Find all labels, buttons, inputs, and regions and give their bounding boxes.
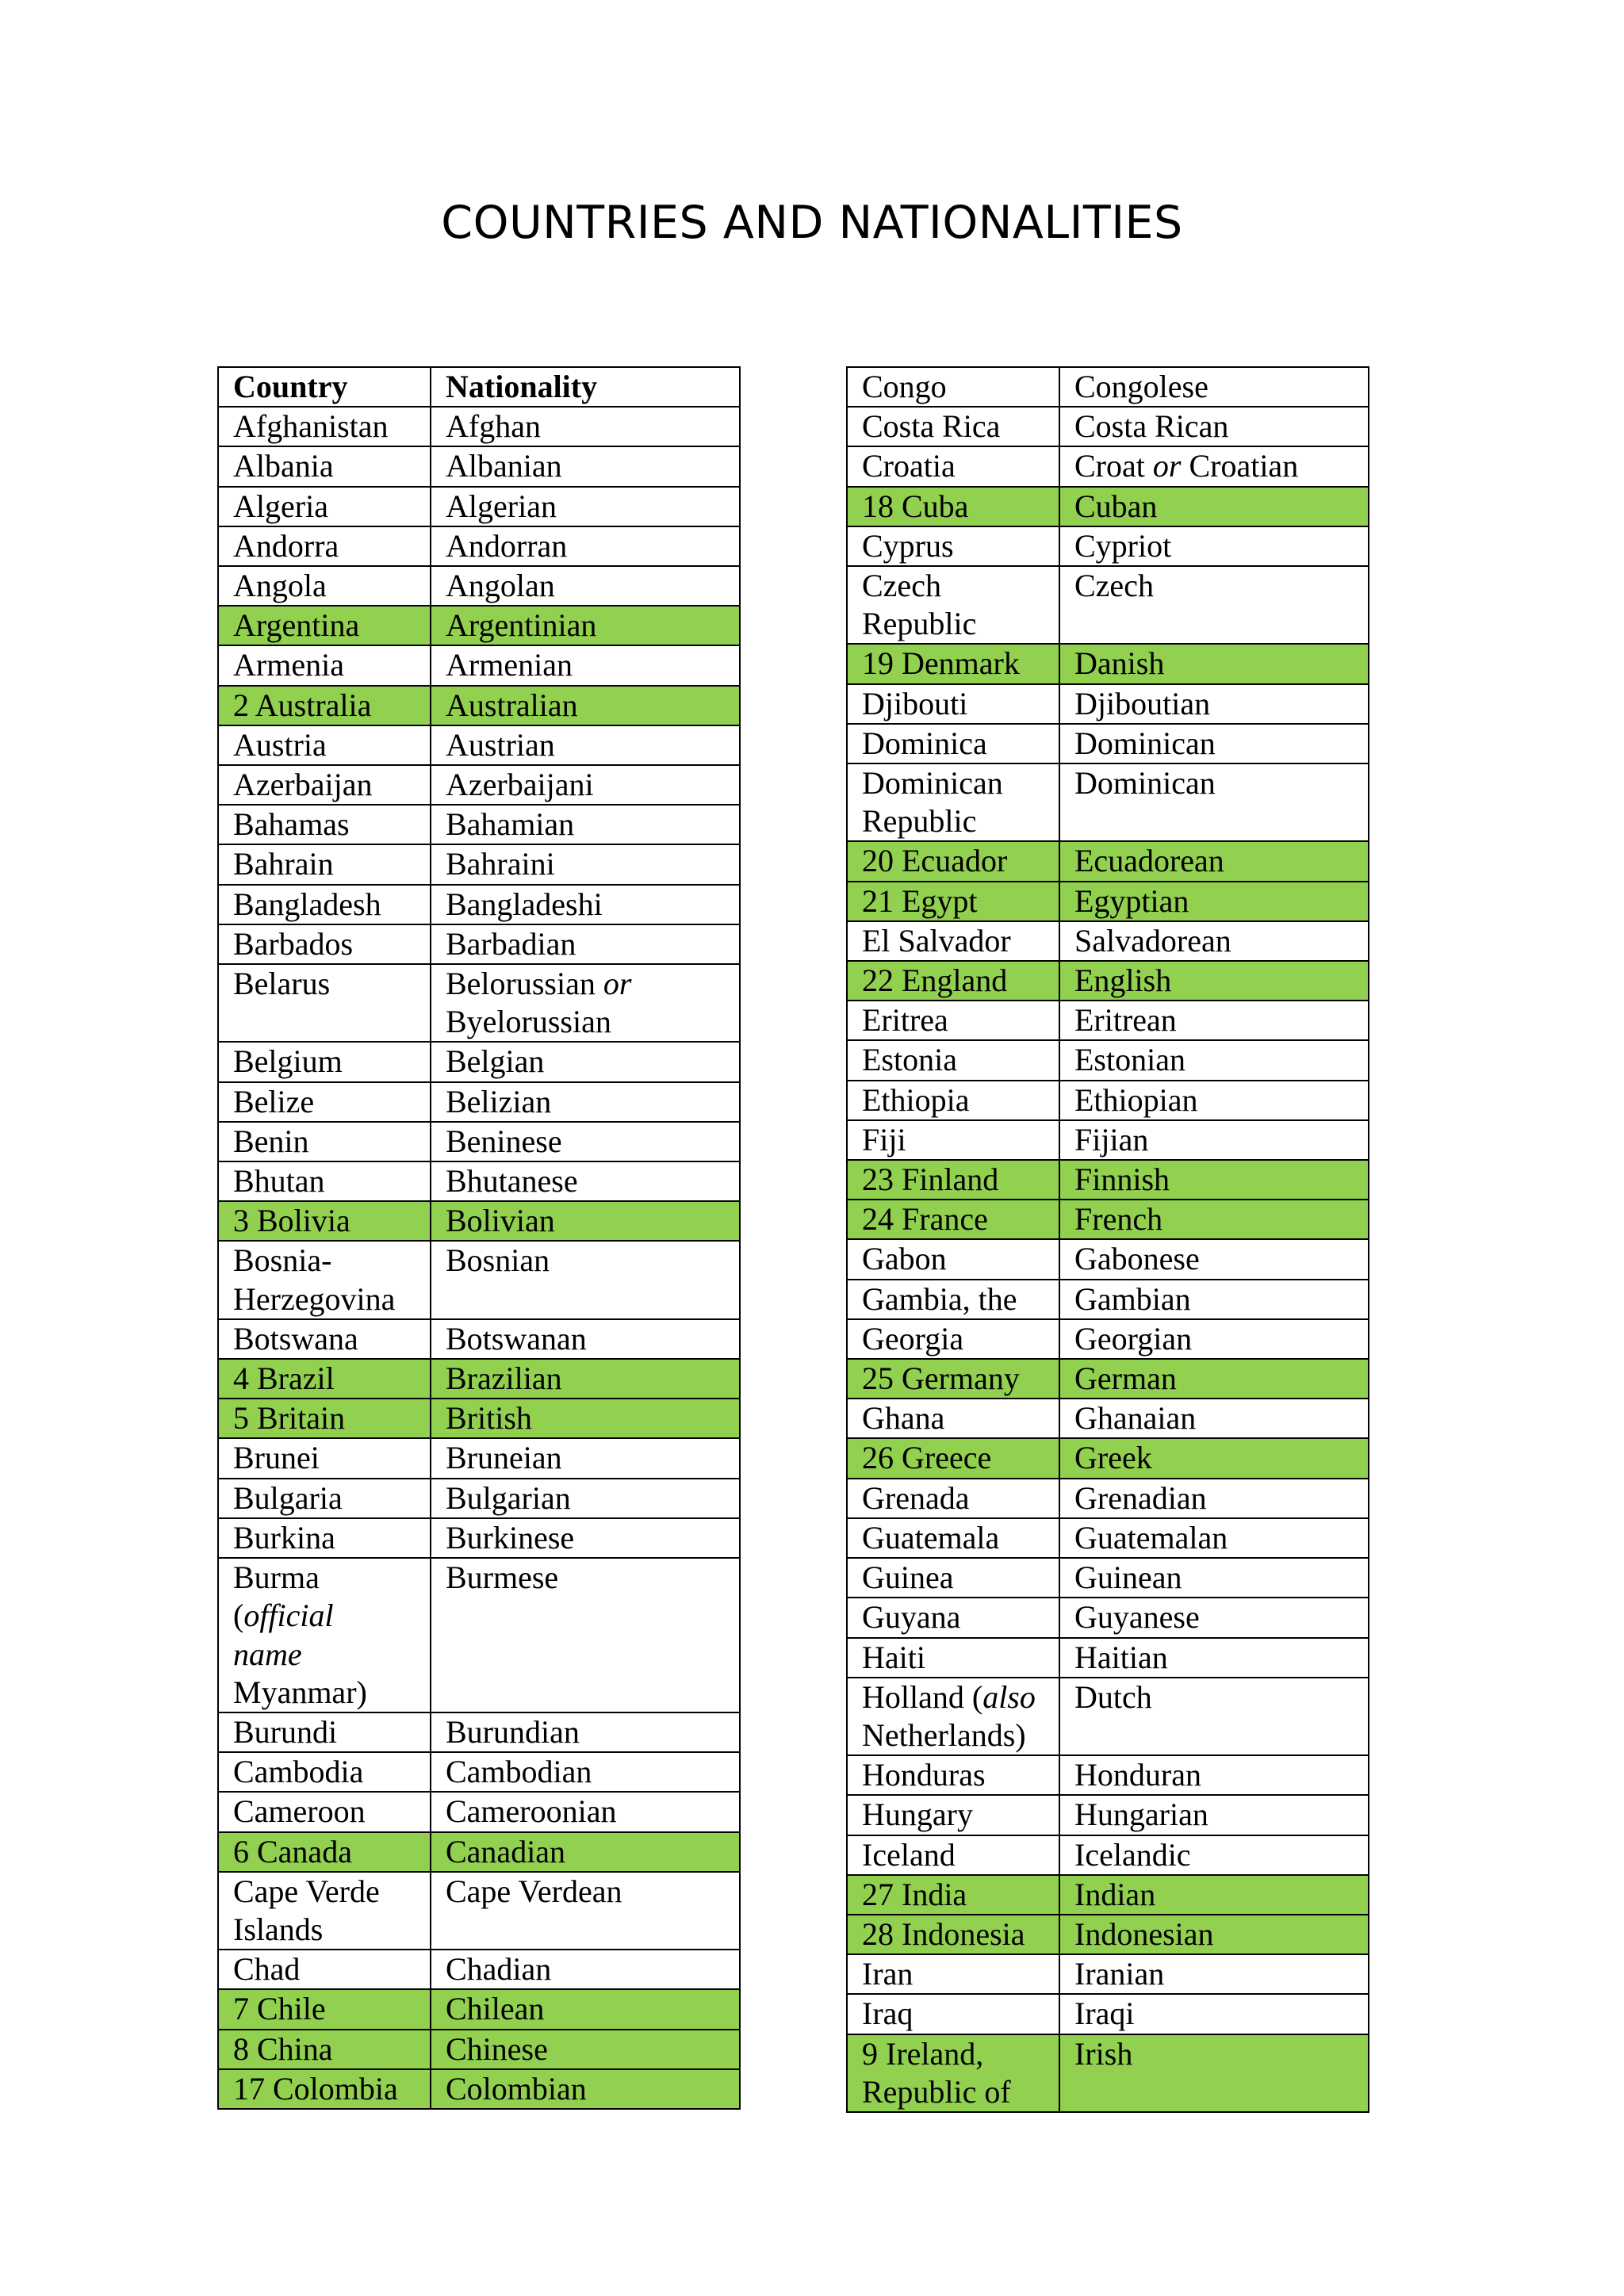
table-row [847, 763, 1369, 841]
country-cell: 18 Cuba [847, 487, 1059, 526]
country-cell: Belize [218, 1082, 431, 1122]
country-cell: 22 England [847, 961, 1059, 1001]
country-cell: Haiti [847, 1638, 1059, 1678]
table-row [847, 1678, 1369, 1755]
country-cell: Costa Rica [847, 407, 1059, 446]
nationality-cell: Gambian [1059, 1280, 1369, 1319]
table-row [847, 446, 1369, 486]
table-row [847, 2034, 1369, 2112]
table-row [847, 1280, 1369, 1319]
country-cell: Gambia, the [847, 1280, 1059, 1319]
nationality-cell: Bulgarian [431, 1479, 740, 1518]
nationality-cell: Albanian [431, 446, 740, 486]
country-cell: 24 France [847, 1200, 1059, 1239]
nationality-cell: Andorran [431, 526, 740, 566]
nationality-cell: Cambodian [431, 1752, 740, 1792]
table-row [847, 1755, 1369, 1795]
country-cell: Estonia [847, 1040, 1059, 1080]
table-row [218, 1359, 740, 1399]
nationalities-table-left [217, 366, 741, 2110]
country-cell: Afghanistan [218, 407, 431, 446]
country-cell: Azerbaijan [218, 765, 431, 805]
country-cell: 26 Greece [847, 1438, 1059, 1478]
nationality-cell: Guinean [1059, 1558, 1369, 1598]
nationality-cell: Cape Verdean [431, 1872, 740, 1950]
nationality-cell: Haitian [1059, 1638, 1369, 1678]
country-cell: 5 Britain [218, 1399, 431, 1438]
table-row [847, 1518, 1369, 1558]
country-cell: Fiji [847, 1120, 1059, 1160]
table-row [218, 1122, 740, 1161]
nationality-cell: Indian [1059, 1875, 1369, 1915]
country-cell: Bhutan [218, 1161, 431, 1201]
nationality-cell: Burkinese [431, 1518, 740, 1558]
country-cell: 28 Indonesia [847, 1915, 1059, 1954]
table-row [218, 1872, 740, 1950]
table-row [847, 1994, 1369, 2034]
table-row [847, 1239, 1369, 1279]
country-cell: Andorra [218, 526, 431, 566]
table-row [847, 487, 1369, 526]
header-nationality: Nationality [431, 367, 740, 407]
table-row [218, 844, 740, 884]
nationality-cell: Honduran [1059, 1755, 1369, 1795]
country-cell: Algeria [218, 487, 431, 526]
country-cell: Guatemala [847, 1518, 1059, 1558]
nationality-cell: Chadian [431, 1950, 740, 1989]
table-row [847, 1795, 1369, 1835]
table-row [847, 1598, 1369, 1637]
table-row [218, 645, 740, 685]
table-row [218, 2030, 740, 2069]
country-cell: Dominican Republic [847, 763, 1059, 841]
nationality-cell: Armenian [431, 645, 740, 685]
nationality-cell: Brazilian [431, 1359, 740, 1399]
country-cell: Iceland [847, 1835, 1059, 1875]
nationality-cell: Bruneian [431, 1438, 740, 1478]
country-cell: Bulgaria [218, 1479, 431, 1518]
nationality-cell: Angolan [431, 566, 740, 606]
table-row [218, 1082, 740, 1122]
nationality-cell: British [431, 1399, 740, 1438]
table-row [218, 885, 740, 924]
country-cell: Guyana [847, 1598, 1059, 1637]
nationality-cell: Eritrean [1059, 1001, 1369, 1040]
nationality-cell: Georgian [1059, 1319, 1369, 1359]
country-cell: Georgia [847, 1319, 1059, 1359]
country-cell: Belgium [218, 1042, 431, 1081]
table-row [847, 1915, 1369, 1954]
country-cell: Grenada [847, 1479, 1059, 1518]
table-row [218, 1319, 740, 1359]
nationality-cell: Congolese [1059, 367, 1369, 407]
nationality-cell: Burundian [431, 1712, 740, 1752]
nationality-cell: Gabonese [1059, 1239, 1369, 1279]
table-row [218, 1518, 740, 1558]
country-cell: Dominica [847, 724, 1059, 763]
nationality-cell: Ethiopian [1059, 1081, 1369, 1120]
nationality-cell: French [1059, 1200, 1369, 1239]
nationality-cell: Costa Rican [1059, 407, 1369, 446]
country-cell: Bahrain [218, 844, 431, 884]
table-row [218, 1832, 740, 1872]
table-row [218, 1399, 740, 1438]
table-row [218, 1950, 740, 1989]
table-row [218, 1752, 740, 1792]
country-cell: Albania [218, 446, 431, 486]
country-cell: 21 Egypt [847, 882, 1059, 921]
country-cell: Ghana [847, 1399, 1059, 1438]
table-row [847, 841, 1369, 881]
nationality-cell: Azerbaijani [431, 765, 740, 805]
country-cell: Angola [218, 566, 431, 606]
nationality-cell: Bahamian [431, 805, 740, 844]
table-row [218, 526, 740, 566]
country-cell: 6 Canada [218, 1832, 431, 1872]
nationality-cell: Irish [1059, 2034, 1369, 2112]
nationalities-table-right [846, 366, 1369, 2113]
nationality-cell: Bhutanese [431, 1161, 740, 1201]
country-cell: Czech Republic [847, 566, 1059, 644]
country-cell: El Salvador [847, 921, 1059, 961]
table-row [847, 1120, 1369, 1160]
nationality-cell: Indonesian [1059, 1915, 1369, 1954]
table-row [847, 724, 1369, 763]
table-row [218, 1042, 740, 1081]
country-cell: Benin [218, 1122, 431, 1161]
table-row [218, 1161, 740, 1201]
nationality-cell: Cuban [1059, 487, 1369, 526]
table-row [847, 1638, 1369, 1678]
table-row [218, 765, 740, 805]
nationality-cell: Beninese [431, 1122, 740, 1161]
nationality-cell: Grenadian [1059, 1479, 1369, 1518]
table-row [847, 1954, 1369, 1994]
country-cell: 2 Australia [218, 686, 431, 725]
country-cell: 20 Ecuador [847, 841, 1059, 881]
nationality-cell: Algerian [431, 487, 740, 526]
country-cell: Chad [218, 1950, 431, 1989]
nationality-cell: Dutch [1059, 1678, 1369, 1755]
nationality-cell: Belizian [431, 1082, 740, 1122]
nationality-cell: Icelandic [1059, 1835, 1369, 1875]
country-cell: 17 Colombia [218, 2069, 431, 2109]
country-cell: Burundi [218, 1712, 431, 1752]
country-cell: Burkina [218, 1518, 431, 1558]
header-country: Country [218, 367, 431, 407]
nationality-cell: Fijian [1059, 1120, 1369, 1160]
country-cell: Cameroon [218, 1792, 431, 1831]
country-cell: 25 Germany [847, 1359, 1059, 1399]
nationality-cell: Belorussian or Byelorussian [431, 964, 740, 1042]
nationality-cell: Egyptian [1059, 882, 1369, 921]
nationality-cell: German [1059, 1359, 1369, 1399]
country-cell: 27 India [847, 1875, 1059, 1915]
nationality-cell: Czech [1059, 566, 1369, 644]
nationality-cell: Ghanaian [1059, 1399, 1369, 1438]
country-cell: Croatia [847, 446, 1059, 486]
nationality-cell: Djiboutian [1059, 684, 1369, 724]
nationality-cell: Iranian [1059, 1954, 1369, 1994]
table-row [218, 1712, 740, 1752]
nationality-cell: Cypriot [1059, 526, 1369, 566]
nationality-cell: Belgian [431, 1042, 740, 1081]
table-row [847, 1200, 1369, 1239]
table-row [847, 407, 1369, 446]
nationality-cell: Dominican [1059, 724, 1369, 763]
table-row [847, 1040, 1369, 1080]
country-cell: 4 Brazil [218, 1359, 431, 1399]
nationality-cell: Afghan [431, 407, 740, 446]
table-row [218, 686, 740, 725]
country-cell: Gabon [847, 1239, 1059, 1279]
country-cell: Argentina [218, 606, 431, 645]
table-row [218, 2069, 740, 2109]
country-cell: Congo [847, 367, 1059, 407]
table-row [847, 961, 1369, 1001]
country-cell: Armenia [218, 645, 431, 685]
country-cell: 9 Ireland, Republic of [847, 2034, 1059, 2112]
country-cell: Brunei [218, 1438, 431, 1478]
table-row [847, 1875, 1369, 1915]
country-cell: Ethiopia [847, 1081, 1059, 1120]
table-row [847, 1081, 1369, 1120]
table-row [218, 924, 740, 964]
table-row [218, 407, 740, 446]
table-row [218, 1201, 740, 1241]
table-row [847, 644, 1369, 683]
country-cell: Holland (also Netherlands) [847, 1678, 1059, 1755]
nationality-cell: Hungarian [1059, 1795, 1369, 1835]
country-cell: Belarus [218, 964, 431, 1042]
country-cell: Burma (official name Myanmar) [218, 1558, 431, 1712]
country-cell: 19 Denmark [847, 644, 1059, 683]
table-row [847, 882, 1369, 921]
country-cell: 8 China [218, 2030, 431, 2069]
table-row [847, 1399, 1369, 1438]
table-row [218, 964, 740, 1042]
country-cell: Guinea [847, 1558, 1059, 1598]
table-row [218, 805, 740, 844]
nationality-cell: Guatemalan [1059, 1518, 1369, 1558]
country-cell: Cambodia [218, 1752, 431, 1792]
country-cell: Djibouti [847, 684, 1059, 724]
nationality-cell: Dominican [1059, 763, 1369, 841]
nationality-cell: Austrian [431, 725, 740, 765]
country-cell: Bahamas [218, 805, 431, 844]
country-cell: 23 Finland [847, 1160, 1059, 1200]
table-row [218, 446, 740, 486]
table-row [847, 1438, 1369, 1478]
nationality-cell: Greek [1059, 1438, 1369, 1478]
table-row [847, 1160, 1369, 1200]
nationality-cell: Danish [1059, 644, 1369, 683]
nationality-cell: Guyanese [1059, 1598, 1369, 1637]
country-cell: 7 Chile [218, 1989, 431, 2029]
table-row [218, 566, 740, 606]
table-row [847, 1835, 1369, 1875]
table-row [218, 1792, 740, 1831]
nationality-cell: Cameroonian [431, 1792, 740, 1831]
nationality-cell: Finnish [1059, 1160, 1369, 1200]
nationality-cell: Croat or Croatian [1059, 446, 1369, 486]
nationality-cell: Chinese [431, 2030, 740, 2069]
nationality-cell: Botswanan [431, 1319, 740, 1359]
country-cell: Iran [847, 1954, 1059, 1994]
nationality-cell: Chilean [431, 1989, 740, 2029]
table-header-row [218, 367, 740, 407]
nationality-cell: English [1059, 961, 1369, 1001]
country-cell: Iraq [847, 1994, 1059, 2034]
country-cell: 3 Bolivia [218, 1201, 431, 1241]
table-row [218, 1479, 740, 1518]
table-row [218, 1989, 740, 2029]
nationality-cell: Estonian [1059, 1040, 1369, 1080]
country-cell: Bangladesh [218, 885, 431, 924]
nationality-cell: Ecuadorean [1059, 841, 1369, 881]
table-row [218, 1241, 740, 1318]
nationality-cell: Bangladeshi [431, 885, 740, 924]
country-cell: Botswana [218, 1319, 431, 1359]
table-row [218, 1558, 740, 1712]
nationality-cell: Colombian [431, 2069, 740, 2109]
table-row [847, 566, 1369, 644]
nationality-cell: Bosnian [431, 1241, 740, 1318]
country-cell: Barbados [218, 924, 431, 964]
table-row [847, 367, 1369, 407]
table-row [847, 1558, 1369, 1598]
table-row [847, 1359, 1369, 1399]
nationality-cell: Argentinian [431, 606, 740, 645]
nationality-cell: Barbadian [431, 924, 740, 964]
table-row [847, 1001, 1369, 1040]
table-row [218, 1438, 740, 1478]
table-row [847, 1479, 1369, 1518]
nationality-cell: Salvadorean [1059, 921, 1369, 961]
nationality-cell: Bahraini [431, 844, 740, 884]
table-row [847, 684, 1369, 724]
table-row [847, 921, 1369, 961]
nationality-cell: Canadian [431, 1832, 740, 1872]
country-cell: Cape Verde Islands [218, 1872, 431, 1950]
table-row [218, 606, 740, 645]
page-title: COUNTRIES AND NATIONALITIES [441, 197, 1183, 249]
country-cell: Austria [218, 725, 431, 765]
table-row [218, 725, 740, 765]
nationality-cell: Australian [431, 686, 740, 725]
country-cell: Bosnia- Herzegovina [218, 1241, 431, 1318]
nationality-cell: Iraqi [1059, 1994, 1369, 2034]
table-row [218, 487, 740, 526]
country-cell: Eritrea [847, 1001, 1059, 1040]
nationality-cell: Bolivian [431, 1201, 740, 1241]
country-cell: Hungary [847, 1795, 1059, 1835]
table-row [847, 1319, 1369, 1359]
country-cell: Honduras [847, 1755, 1059, 1795]
table-row [847, 526, 1369, 566]
country-cell: Cyprus [847, 526, 1059, 566]
nationality-cell: Burmese [431, 1558, 740, 1712]
